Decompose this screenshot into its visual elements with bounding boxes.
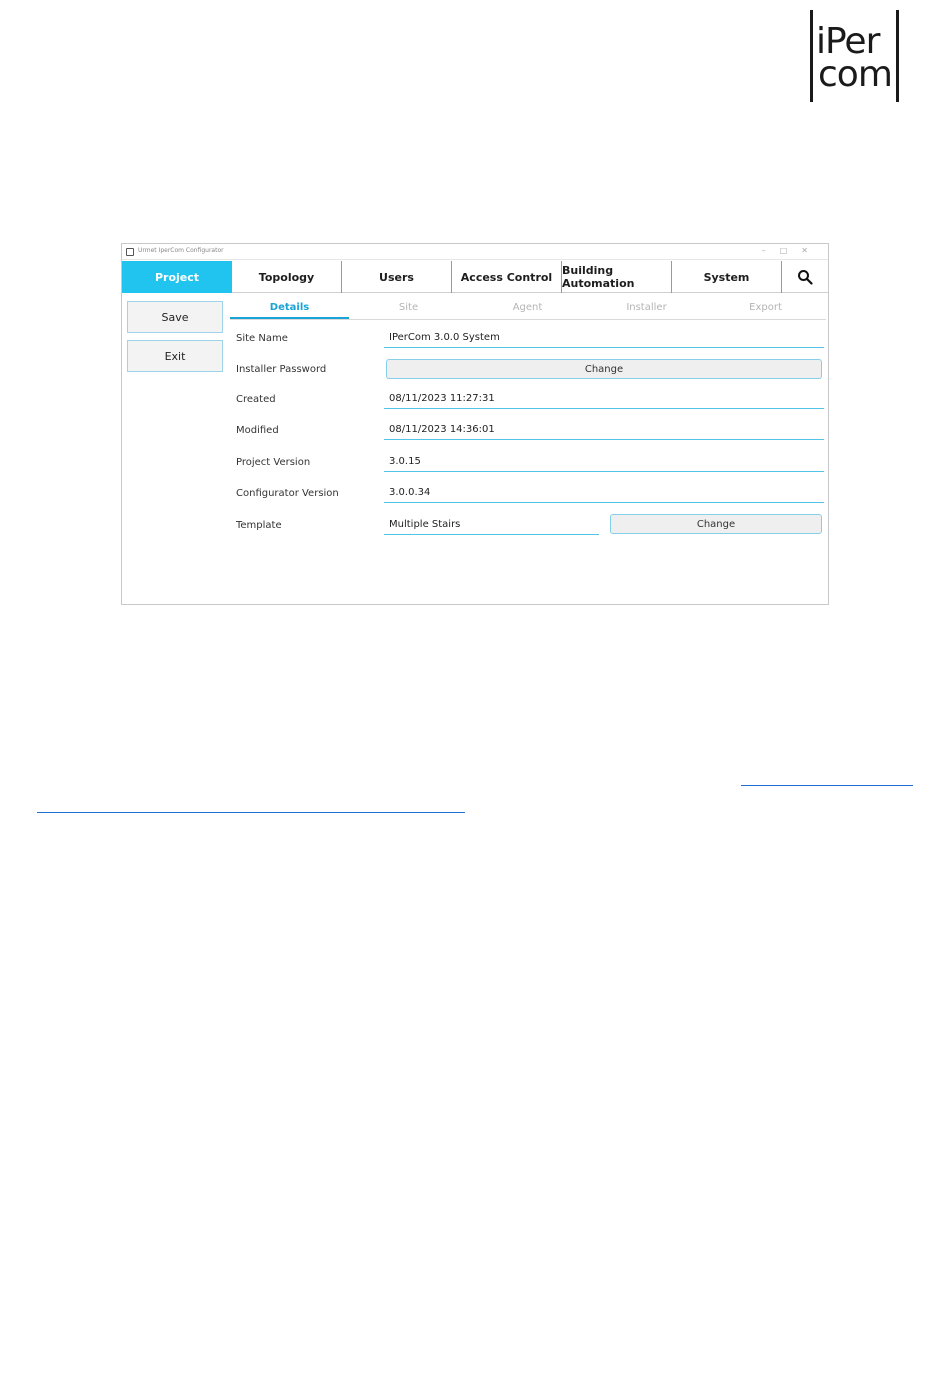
logo-bar-left (810, 10, 813, 102)
project-version-label: Project Version (236, 457, 311, 468)
tab-system[interactable]: System (672, 261, 782, 293)
installer-password-label: Installer Password (236, 364, 327, 375)
hyperlink-underline-1[interactable] (741, 785, 913, 786)
site-name-field[interactable]: IPerCom 3.0.0 System (384, 329, 824, 348)
window-controls[interactable] (762, 246, 822, 255)
main-tab-bar (122, 261, 828, 293)
subtab-site[interactable]: Site (398, 302, 419, 313)
tab-building-automation[interactable]: Building Automation (562, 261, 672, 293)
tab-users[interactable]: Users (342, 261, 452, 293)
logo-bar-right (896, 10, 899, 102)
tab-access-control[interactable]: Access Control (452, 261, 562, 293)
search-button[interactable] (782, 261, 828, 293)
configurator-version-label: Configurator Version (236, 488, 339, 499)
search-icon (797, 269, 813, 285)
template-field: Multiple Stairs (384, 516, 599, 535)
tab-topology[interactable]: Topology (232, 261, 342, 293)
change-template-button[interactable]: Change (610, 514, 822, 534)
site-name-label: Site Name (236, 333, 288, 344)
maximize-icon[interactable]: □ (779, 246, 802, 255)
ipercom-logo (808, 10, 904, 104)
window-title: Urmet IperCom Configurator (138, 247, 224, 254)
app-icon (126, 248, 134, 256)
app-window (121, 243, 829, 605)
template-label: Template (236, 520, 282, 531)
modified-label: Modified (236, 425, 279, 436)
configurator-version-field: 3.0.0.34 (384, 484, 824, 503)
created-field: 08/11/2023 11:27:31 (384, 390, 824, 409)
subtab-agent[interactable]: Agent (512, 302, 543, 313)
created-label: Created (236, 394, 276, 405)
save-button[interactable]: Save (127, 301, 223, 333)
close-icon[interactable]: ✕ (801, 246, 822, 255)
hyperlink-underline-2[interactable] (37, 812, 465, 813)
tab-project[interactable]: Project (122, 261, 232, 293)
window-titlebar (122, 244, 828, 260)
project-version-field: 3.0.15 (384, 453, 824, 472)
change-installer-password-button[interactable]: Change (386, 359, 822, 379)
sub-tab-bar (230, 296, 826, 320)
logo-line-1: iPer (816, 21, 880, 62)
modified-field: 08/11/2023 14:36:01 (384, 421, 824, 440)
minimize-icon[interactable]: – (761, 246, 780, 255)
logo-line-2: com (818, 54, 892, 95)
exit-button[interactable]: Exit (127, 340, 223, 372)
subtab-export[interactable]: Export (749, 302, 782, 313)
subtab-installer[interactable]: Installer (626, 302, 667, 313)
subtab-details[interactable]: Details (230, 296, 349, 319)
